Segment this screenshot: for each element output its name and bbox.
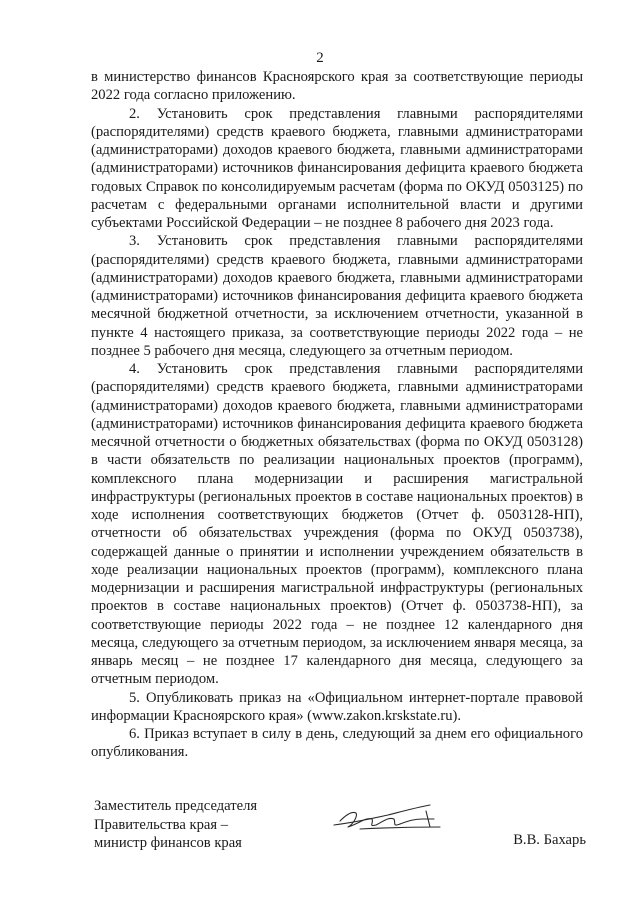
handwritten-signature [330,797,450,837]
signature-block [94,797,586,853]
signatory-title-line-2: Правительства края – [94,816,229,833]
signatory-title-line-1: Заместитель председателя [94,798,258,814]
document-body [91,68,583,762]
signatory-title-line-3: министр финансов края [94,835,242,851]
paragraph-item-3: 3. Установить срок представления главными распорядителями (распорядителями) средств краевого бюджета, главными администраторами (администраторами) доходов краевого бюджета, главными администраторами (администраторами) источников финансирования дефицита краевого бюджета месячной бюджетной отчетности, за исключением отчетности, указанной в пункте 4 настоящего приказа, за соответствующие периоды 2022 года – не позднее 5 рабочего дня месяца, следующего за отчетным периодом. [91,233,583,359]
paragraph-item-4: 4. Установить срок представления главными распорядителями (распорядителями) средств краевого бюджета, главными администраторами (администраторами) доходов краевого бюджета, главными администраторами (администраторами) источников финансирования дефицита краевого бюджета месячной отчетности о бюджетных обязательствах (форма по ОКУД 0503128) в части обязательств по реализации национальных проектов (программ), комплексного плана модернизации и расширения магистральной инфраструктуры (региональных проектов в составе национальных проектов) в ходе исполнения соответствующих бюджетов (Отчет ф. 0503128-НП), отчетности об обязательствах учреждения (форма по ОКУД 0503738), содержащей данные о принятии и исполнении учреждением обязательств в ходе реализации национальных проектов (программ), комплексного плана модернизации и расширения магистральной инфраструктуры (региональных проектов в составе национальных проектов) (Отчет ф. 0503738-НП), за соответствующие периоды 2022 года – не позднее 12 календарного дня месяца, следующего за отчетным периодом, за исключением января месяца, за январь месяц – не позднее 17 календарного дня месяца, следующего за отчетным периодом. [91,361,583,688]
paragraph-item-5: 5. Опубликовать приказ на «Официальном интернет-портале правовой информации Красноярского края» (www.zakon.krskstate.ru). [91,689,583,724]
page-number: 2 [316,50,324,66]
paragraph-item-2: 2. Установить срок представления главными распорядителями (распорядителями) средств краевого бюджета, главными администраторами (администраторами) доходов краевого бюджета, главными администраторами (администраторами) источников финансирования дефицита краевого бюджета годовых Справок по консолидируемым расчетам (форма по ОКУД 0503125) по расчетам с федеральными органами исполнительной власти и другими субъектами Российской Федерации – не позднее 8 рабочего дня 2023 года. [91,105,583,231]
paragraph-continuation: в министерство финансов Красноярского края за соответствующие периоды 2022 года согласно приложению. [91,69,583,104]
signatory-name: В.В. Бахарь [513,832,586,848]
paragraph-item-6: 6. Приказ вступает в силу в день, следующий за днем его официального опубликования. [91,726,583,761]
